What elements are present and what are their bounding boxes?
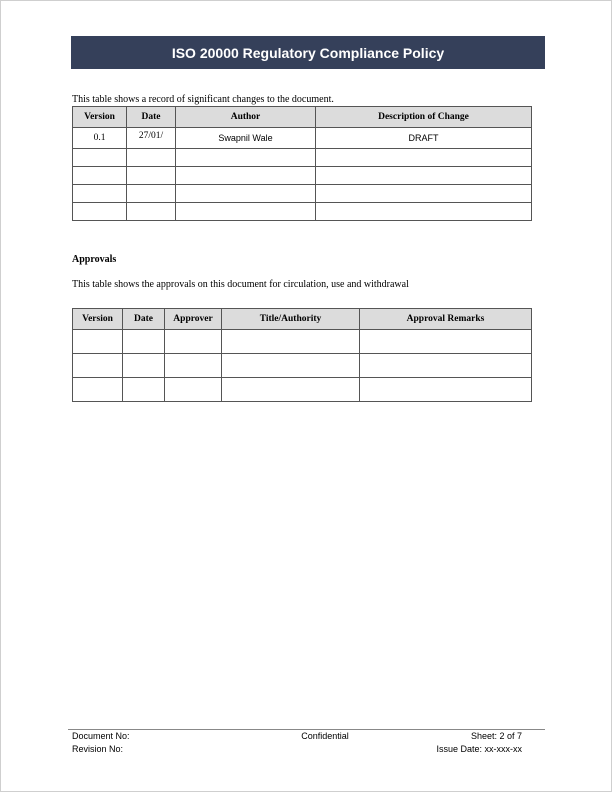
change-record-intro: This table shows a record of significant changes to the document.	[72, 94, 334, 105]
header-approval-remarks: Approval Remarks	[360, 309, 532, 330]
cell-title-authority	[222, 330, 360, 354]
cell-version	[73, 149, 127, 167]
header-title-authority: Title/Authority	[222, 309, 360, 330]
cell-date	[127, 203, 176, 221]
cell-approver	[165, 330, 222, 354]
header-date: Date	[127, 107, 176, 128]
cell-version	[73, 330, 123, 354]
table-row	[73, 330, 532, 354]
cell-version	[73, 354, 123, 378]
cell-date	[127, 185, 176, 203]
footer-issue-date: Issue Date: xx-xxx-xx	[436, 744, 522, 754]
cell-date	[127, 149, 176, 167]
document-title: ISO 20000 Regulatory Compliance Policy	[71, 36, 545, 69]
cell-version: 0.1	[73, 128, 127, 149]
table-row	[73, 203, 532, 221]
cell-title-authority	[222, 354, 360, 378]
cell-author: Swapnil Wale	[176, 128, 316, 149]
header-date: Date	[123, 309, 165, 330]
cell-title-authority	[222, 378, 360, 402]
table-row	[73, 167, 532, 185]
footer-divider	[68, 729, 545, 730]
cell-description	[316, 203, 532, 221]
cell-date	[123, 330, 165, 354]
cell-version	[73, 378, 123, 402]
cell-date	[123, 378, 165, 402]
table-row	[73, 149, 532, 167]
table-row	[73, 128, 532, 149]
cell-description	[316, 149, 532, 167]
cell-author	[176, 167, 316, 185]
cell-approval-remarks	[360, 330, 532, 354]
approvals-heading: Approvals	[72, 254, 117, 265]
cell-author	[176, 149, 316, 167]
cell-version	[73, 185, 127, 203]
table-row	[73, 185, 532, 203]
header-version: Version	[73, 107, 127, 128]
footer-revision-no: Revision No:	[72, 744, 124, 754]
change-record-table	[72, 106, 532, 221]
cell-approver	[165, 378, 222, 402]
header-author: Author	[176, 107, 316, 128]
cell-author	[176, 185, 316, 203]
cell-version	[73, 167, 127, 185]
cell-approval-remarks	[360, 354, 532, 378]
table-row	[73, 378, 532, 402]
cell-date	[123, 354, 165, 378]
approvals-intro: This table shows the approvals on this document for circulation, use and withdrawal	[72, 279, 409, 290]
header-approver: Approver	[165, 309, 222, 330]
header-version: Version	[73, 309, 123, 330]
footer-document-no: Document No:	[72, 731, 130, 741]
cell-description: DRAFT	[316, 128, 532, 149]
table-row	[73, 354, 532, 378]
cell-date	[127, 167, 176, 185]
cell-description	[316, 167, 532, 185]
table-header-row	[73, 107, 532, 128]
cell-description	[316, 185, 532, 203]
approvals-table	[72, 308, 532, 402]
footer-classification: Confidential	[301, 731, 349, 741]
header-description: Description of Change	[316, 107, 532, 128]
cell-approver	[165, 354, 222, 378]
footer-sheet: Sheet: 2 of 7	[470, 731, 522, 741]
cell-approval-remarks	[360, 378, 532, 402]
cell-version	[73, 203, 127, 221]
table-header-row	[73, 309, 532, 330]
cell-author	[176, 203, 316, 221]
cell-date: 27/01/	[127, 128, 176, 149]
